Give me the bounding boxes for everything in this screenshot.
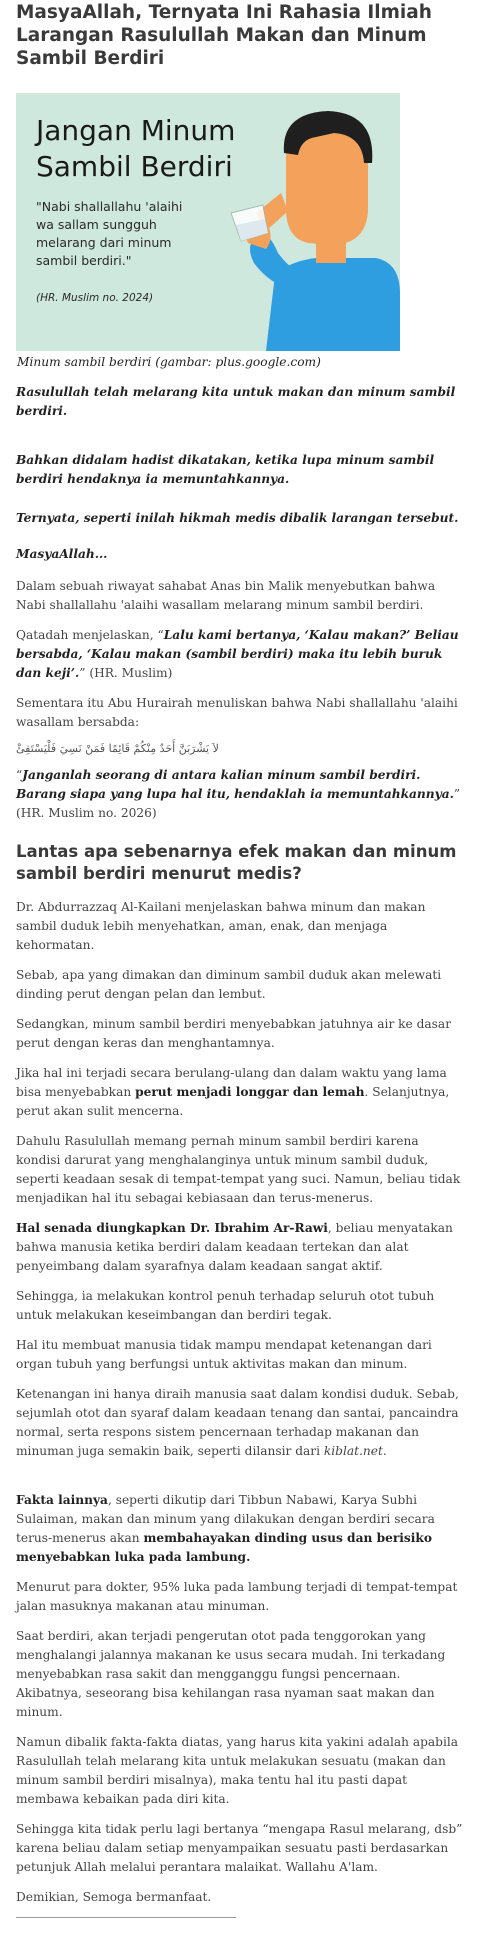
section-heading: Lantas apa sebenarnya efek makan dan minum sambil berdiri menurut medis? [16,842,457,883]
bold-text: perut menjadi longgar dan lemah [135,1085,365,1099]
image-quote-3: melarang dari minum [36,235,172,250]
text: , seperti dikutip dari Tibbun Nabawi, Karya Subhi Sulaiman, makan dan minum yang dilakukan dengan berdiri secara terus-menerus akan [16,1493,435,1545]
paragraph: Hal itu membuat manusia tidak mampu mendapat ketenangan dari organ tubuh yang berfungsi untuk aktivitas makan dan minum. [16,1338,432,1371]
paragraph: Sebab, apa yang dimakan dan diminum sambil duduk akan melewati dinding perut dengan pelan dan lembut. [16,968,442,1001]
image-quote-4: sambil berdiri." [36,253,132,268]
text: . [382,1444,387,1458]
image-heading-2: Sambil Berdiri [36,150,233,183]
text: Jika hal ini terjadi secara berulang-ulang dan dalam waktu yang lama bisa menyebabkan [16,1066,447,1099]
paragraph: Dr. Abdurrazzaq Al-Kailani menjelaskan bahwa minum dan makan sambil duduk lebih menyehatkan, aman, enak, dan menjaga kehormatan. [16,900,426,952]
paragraph [16,1385,466,1461]
paragraph: Rasulullah telah melarang kita untuk makan dan minum sambil berdiri. [16,385,456,418]
paragraph: Bahkan didalam hadist dikatakan, ketika lupa minum sambil berdiri hendaknya ia memuntahkannya. [16,453,435,486]
image-heading-1: Jangan Minum [36,114,236,147]
end-divider [16,1917,236,1918]
paragraph: Sementara itu Abu Hurairah menuliskan bahwa Nabi shallallahu 'alaihi wasallam bersabda: [16,696,458,729]
image-source: (HR. Muslim no. 2024) [36,292,154,304]
article-image [16,93,400,351]
paragraph: Saat berdiri, akan terjadi pengerutan otot pada tenggorokan yang menghalangi jalannya makanan ke usus secara mudah. Ini terkadang menyebabkan rasa sakit dan mengganggu fungsi pencernaan. Akibatnya, seseorang bisa kehilangan rasa nyaman saat makan dan minum. [16,1629,446,1719]
bold-text: Fakta lainnya [16,1493,108,1507]
text: “ [16,768,23,782]
paragraph: Ternyata, seperti inilah hikmah medis dibalik larangan tersebut. [16,511,459,525]
text: ” (HR. Muslim no. 2026) [16,787,461,820]
article-title: MasyaAllah, Ternyata Ini Rahasia Ilmiah Larangan Rasulullah Makan dan Minum Sambil Berdiri [16,2,432,69]
bold-text: membahayakan dinding usus dan berisiko menyebabkan luka pada lambung. [16,1531,432,1564]
paragraph: Sehingga kita tidak perlu lagi bertanya “mengapa Rasul melarang, dsb” karena beliau dalam setiap menyampaikan sesuatu pasti berdasarkan petunjuk Allah melalui perantara malaikat. Wallahu A'lam. [16,1822,463,1874]
paragraph [16,1064,466,1121]
source-link[interactable]: kiblat.net [323,1444,383,1458]
image-caption: Minum sambil berdiri (gambar: plus.google.com) [17,355,321,369]
text: ” (HR. Muslim) [79,666,173,680]
paragraph [16,1491,466,1567]
paragraph [16,626,466,683]
quote-bold: Janganlah seorang di antara kalian minum sambil berdiri. Barang siapa yang lupa hal itu, hendaklah ia memuntahkannya. [16,768,454,801]
paragraph: Dahulu Rasulullah memang pernah minum sambil berdiri karena kondisi darurat yang menghalanginya untuk minum sambil duduk, seperti keadaan sesak di tempat-tempat yang suci. Namun, beliau tidak menjadikan hal itu sebagai kebiasaan dan terus-menerus. [16,1134,461,1205]
article-body [16,383,466,1907]
image-quote-1: "Nabi shallallahu 'alaihi [36,199,183,214]
paragraph: Dalam sebuah riwayat sahabat Anas bin Malik menyebutkan bahwa Nabi shallallahu 'alaihi wasallam melarang minum sambil berdiri. [16,579,436,612]
paragraph: Sehingga, ia melakukan kontrol penuh terhadap seluruh otot tubuh untuk melakukan keseimbangan dan berdiri tegak. [16,1289,435,1322]
bold-text: Hal senada diungkapkan Dr. Ibrahim Ar-Rawi [16,1221,328,1235]
quote-bold: Lalu kami bertanya, ‘Kalau makan?’ Beliau bersabda, ‘Kalau makan (sambil berdiri) maka itu lebih buruk dan keji’. [16,628,459,680]
text: Qatadah menjelaskan, “ [16,628,164,642]
drinking-illustration [16,93,400,351]
arabic-text: لاَ يَشْرَبَنَّ أَحَدٌ مِنْكُمْ قَائِمًا فَمَنْ نَسِيَ فَلْيَسْتَقِئْ [16,742,219,755]
image-quote-2: wa sallam sungguh [36,217,157,232]
paragraph: MasyaAllah... [16,547,108,561]
text: Ketenangan ini hanya diraih manusia saat dalam kondisi duduk. Sebab, sejumlah otot dan syaraf dalam keadaan tenang dan santai, pancaindra normal, serta respons sistem pencernaan terhadap makanan dan minuman juga semakin baik, seperti dilansir dari [16,1387,459,1458]
paragraph [16,1219,466,1276]
paragraph: Demikian, Semoga bermanfaat. [16,1890,212,1904]
paragraph: Menurut para dokter, 95% luka pada lambung terjadi di tempat-tempat jalan masuknya makanan atau minuman. [16,1580,458,1613]
text: , beliau menyatakan bahwa manusia ketika berdiri dalam keadaan tertekan dan alat penyeimbang dalam syarafnya dalam keadaan sangat aktif. [16,1221,453,1273]
paragraph: Sedangkan, minum sambil berdiri menyebabkan jatuhnya air ke dasar perut dengan keras dan menghantamnya. [16,1017,452,1050]
paragraph [16,766,466,823]
text: . Selanjutnya, perut akan sulit mencerna. [16,1085,450,1118]
paragraph: Namun dibalik fakta-fakta diatas, yang harus kita yakini adalah apabila Rasulullah telah melarang kita untuk melakukan sesuatu (makan dan minum sambil berdiri misalnya), maka tentu hal itu pasti dapat membawa kebaikan pada diri kita. [16,1735,459,1806]
